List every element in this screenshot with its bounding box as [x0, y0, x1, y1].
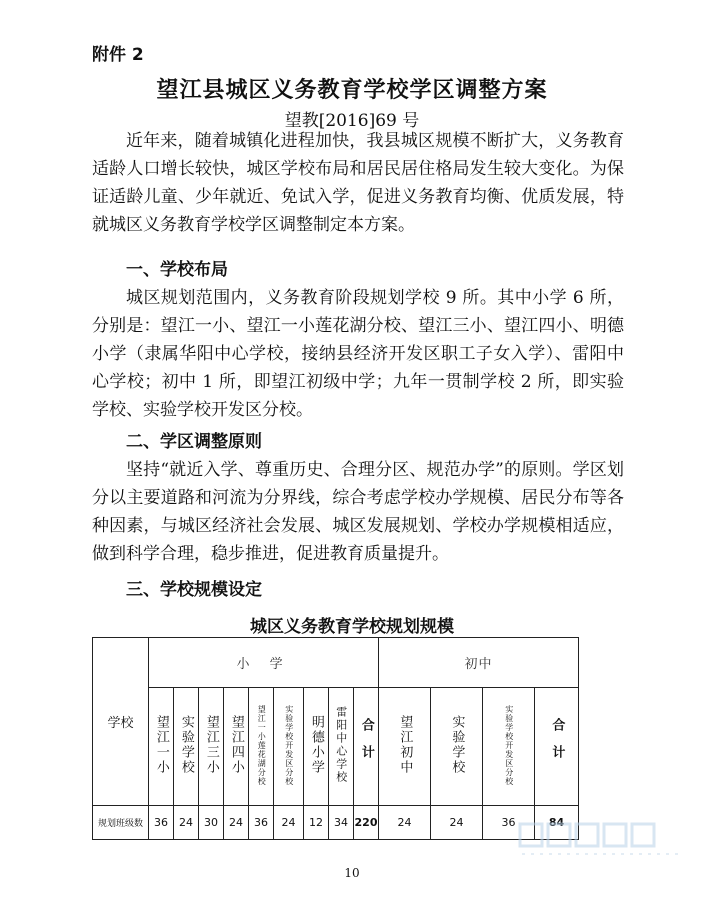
document-number: 望教[2016]69 号 — [284, 111, 420, 131]
table-row — [93, 806, 579, 840]
primary-header: 小 学 — [236, 657, 291, 672]
value-cell — [199, 806, 224, 840]
primary-col-8 — [329, 688, 354, 806]
table-title: 城区义务教育学校规划规模 — [250, 617, 454, 637]
middle-col-2 — [431, 688, 483, 806]
middle-header: 初中 — [464, 657, 493, 672]
primary-col-4 — [224, 688, 249, 806]
primary-col-5 — [249, 688, 274, 806]
middle-col-1 — [379, 688, 431, 806]
school-name: 实验学校 — [449, 715, 465, 775]
class-count: 24 — [229, 816, 243, 829]
primary-col-total — [354, 688, 379, 806]
primary-col-6 — [274, 688, 304, 806]
section-heading-2: 二、学区调整原则 — [126, 432, 262, 452]
school-name: 明德小学 — [308, 715, 324, 775]
class-count: 36 — [154, 816, 168, 829]
value-cell — [329, 806, 354, 840]
school-scale-table — [92, 637, 579, 840]
class-count: 24 — [281, 816, 296, 829]
total-label: 合计 — [549, 718, 565, 772]
school-name: 望江四小 — [228, 715, 244, 775]
document-title: 望江县城区义务教育学校学区调整方案 — [156, 78, 548, 103]
school-name: 望江初中 — [397, 715, 413, 775]
value-cell — [249, 806, 274, 840]
section-heading-3: 三、学校规模设定 — [126, 580, 262, 600]
school-name: 望江一小 — [153, 715, 169, 775]
value-cell — [379, 806, 431, 840]
section-paragraph-2: 坚持“就近入学、尊重历史、合理分区、规范办学”的原则。学区划分以主要道路和河流为分界线，综合考虑学校办学规模、居民分布等各种因素，与城区经济社会发展、城区发展规划、学校办学规模相适应，做到科学合理，稳步推进，促进教育质量提升。 — [92, 460, 624, 564]
class-count: 24 — [449, 816, 464, 829]
primary-col-3 — [199, 688, 224, 806]
intro-paragraph: 近年来，随着城镇化进程加快，我县城区规模不断扩大，义务教育适龄人口增长较快，城区学校布局和居民居住格局发生较大变化。为保证适龄儿童、少年就近、免试入学，促进义务教育均衡、优质发展，特就城区义务教育学校学区调整制定本方案。 — [92, 131, 624, 235]
class-count: 36 — [501, 816, 516, 829]
section-heading-1: 一、学校布局 — [126, 260, 228, 280]
class-count: 30 — [204, 816, 218, 829]
attachment-label: 附件 2 — [92, 45, 144, 65]
class-count: 36 — [254, 816, 268, 829]
value-cell — [274, 806, 304, 840]
school-name: 雷阳中心学校 — [334, 706, 348, 784]
total-count: 84 — [548, 816, 565, 829]
page-number: 10 — [344, 866, 360, 880]
value-cell — [174, 806, 199, 840]
class-count: 24 — [397, 816, 412, 829]
watermark-logo-icon — [518, 820, 688, 860]
school-name: 实验学校 — [178, 715, 194, 775]
class-count: 12 — [309, 816, 323, 829]
middle-header-cell — [379, 638, 579, 688]
primary-header-cell — [149, 638, 379, 688]
class-count: 24 — [179, 816, 193, 829]
total-label: 合计 — [358, 718, 374, 772]
school-name: 望江一小莲花湖分校 — [257, 704, 267, 786]
primary-col-1 — [149, 688, 174, 806]
value-cell — [224, 806, 249, 840]
school-name: 实验学校开发区分校 — [504, 704, 514, 786]
value-cell — [431, 806, 483, 840]
middle-col-3 — [483, 688, 535, 806]
school-header-cell — [93, 638, 149, 806]
row-label: 规划班级数 — [97, 819, 143, 829]
value-cell — [149, 806, 174, 840]
value-cell — [304, 806, 329, 840]
value-cell — [354, 806, 379, 840]
class-count: 34 — [334, 816, 348, 829]
row-header-cell — [93, 806, 149, 840]
middle-col-total — [535, 688, 579, 806]
school-name: 望江三小 — [203, 715, 219, 775]
school-header: 学校 — [107, 716, 134, 731]
total-count: 220 — [354, 816, 378, 829]
section-paragraph-1: 城区规划范围内，义务教育阶段规划学校 9 所。其中小学 6 所，分别是：望江一小、望江一小莲花湖分校、望江三小、望江四小、明德小学（隶属华阳中心学校，接纳县经济开发区职工子女入学）、雷阳中心学校；初中 1 所，即望江初级中学；九年一贯制学校 2 所，即实验学校、实验学校开发区分校。 — [92, 288, 624, 420]
primary-col-7 — [304, 688, 329, 806]
primary-col-2 — [174, 688, 199, 806]
school-name: 实验学校开发区分校 — [284, 704, 294, 786]
